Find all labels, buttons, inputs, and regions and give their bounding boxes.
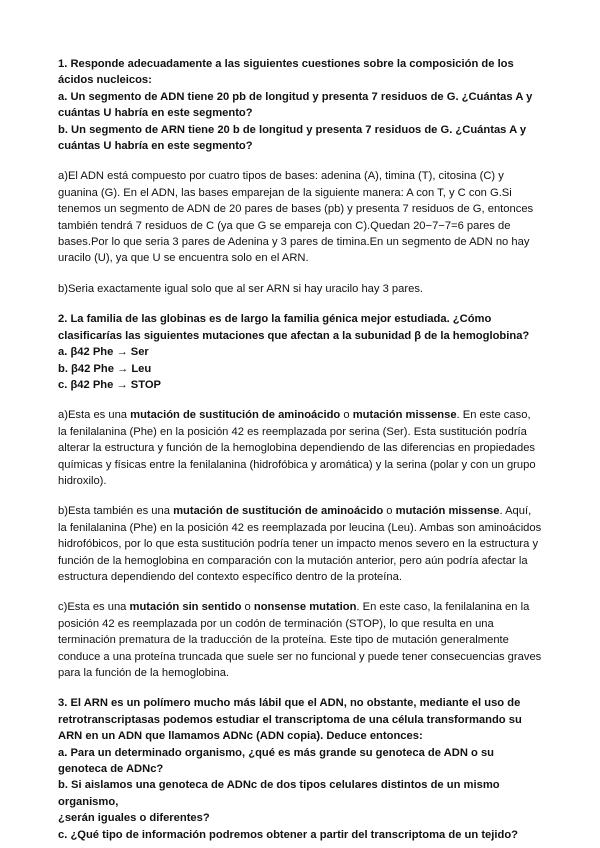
answer-2b-text-1: b)Esta también es una xyxy=(58,505,174,518)
answer-2c xyxy=(58,599,542,681)
question-1-part-a: a. Un segmento de ADN tiene 20 pb de longitud y presenta 7 residuos de G. ¿Cuántas A y cuántas U habría en este segmento? xyxy=(58,90,533,120)
question-2-title: 2. La familia de las globinas es de largo la familia génica mejor estudiada. ¿Cómo clasificarías las siguientes mutaciones que afectan a la subunidad β de la hemoglobina? xyxy=(58,313,530,342)
answer-2c-text-3: . En este caso, la fenilalanina en la posición 42 es reemplazada por un codón de terminación (STOP), lo que resulta en una terminación prematura de la traducción de la proteína. Este tipo de mutación generalmente conduce a una proteína truncada que suele ser no funcional y puede tener consecuencias graves para la función de la hemoglobina. xyxy=(58,601,542,679)
answer-2a-text-2: o xyxy=(340,409,353,422)
answer-2c-term-1: mutación sin sentido xyxy=(129,601,242,614)
question-3-part-a: a. Para un determinado organismo, ¿qué es más grande su genoteca de ADN o su genoteca de ADNc? xyxy=(58,746,495,776)
answer-2b-term-2: mutación missense xyxy=(395,505,500,518)
answer-2b xyxy=(58,503,542,585)
question-2-part-b: b. β42 Phe → Leu xyxy=(58,362,152,375)
answer-2c-text-1: c)Esta es una xyxy=(58,601,130,614)
answer-1b: b)Seria exactamente igual solo que al ser ARN si hay uracilo hay 3 pares. xyxy=(58,282,424,295)
answer-2b-text-2: o xyxy=(383,505,396,518)
question-3 xyxy=(58,695,542,843)
answer-1a: a)El ADN está compuesto por cuatro tipos de bases: adenina (A), timina (T), citosina (C) y guanina (G). En el ADN, las bases emparejan de la siguiente manera: A con T, y C con G.Si tenemos un segmento de ADN de 20 pares de bases (pb) y presenta 7 residuos de G, entonces también tendrá 7 residuos de C (ya que G se empareja con C).Quedan 20−7−7=6 pares de bases.Por lo que seria 3 pares de Adenina y 3 pares de timina.En un segmento de ADN no hay uracilo (U), ya que U se encuentra solo en el ARN. xyxy=(58,170,534,265)
answer-2a xyxy=(58,407,542,489)
question-3-part-b: b. Si aislamos una genoteca de ADNc de dos tipos celulares distintos de un mismo organismo, xyxy=(58,779,500,808)
question-2 xyxy=(58,311,542,393)
question-3-part-b-cont: ¿serán iguales o diferentes? xyxy=(58,812,210,825)
answer-2c-term-2: nonsense mutation xyxy=(253,601,357,614)
question-1 xyxy=(58,56,542,154)
answer-2a-text-3: . En este caso, la fenilalanina (Phe) en la posición 42 es reemplazada por serina (Ser). Esta sustitución podría alterar la estructura y función de la hemoglobina dependiendo de las diferencias en propiedades químicas y físicas entre la fenilalanina (hidrofóbica y aromática) y la serina (polar y con un grupo hidroxilo). xyxy=(58,409,536,487)
question-2-part-c: c. β42 Phe → STOP xyxy=(58,378,161,391)
question-3-part-c: c. ¿Qué tipo de información podremos obtener a partir del transcriptoma de un tejido? xyxy=(58,828,518,841)
answer-2b-term-1: mutación de sustitución de aminoácido xyxy=(173,505,384,518)
question-1-title: 1. Responde adecuadamente a las siguientes cuestiones sobre la composición de los ácidos nucleicos: xyxy=(58,58,514,87)
answer-2a-term-1: mutación de sustitución de aminoácido xyxy=(130,409,341,422)
answer-2a-text-1: a)Esta es una xyxy=(58,409,131,422)
question-1-part-b: b. Un segmento de ARN tiene 20 b de longitud y presenta 7 residuos de G. ¿Cuántas A y cuántas U habría en este segmento? xyxy=(58,123,527,153)
answer-2b-text-3: . Aquí, la fenilalanina (Phe) en la posición 42 es reemplazada por leucina (Leu). Ambas son aminoácidos hidrofóbicos, por lo que esta sustitución podría tener un impacto menos severo en la estructura y función de la hemoglobina en comparación con la mutación anterior, pero aún podría afectar la estructura dependiendo del contexto específico dentro de la proteína. xyxy=(58,505,542,583)
question-2-part-a: a. β42 Phe → Ser xyxy=(58,346,149,359)
question-3-title: 3. El ARN es un polímero mucho más lábil que el ADN, no obstante, mediante el uso de retrotranscriptasas podemos estudiar el transcriptoma de una célula transformando su ARN en un ADN que llamamos ADNc (ADN copia). Deduce entonces: xyxy=(58,697,522,743)
answer-2a-term-2: mutación missense xyxy=(352,409,457,422)
answer-2c-text-2: o xyxy=(241,601,254,614)
